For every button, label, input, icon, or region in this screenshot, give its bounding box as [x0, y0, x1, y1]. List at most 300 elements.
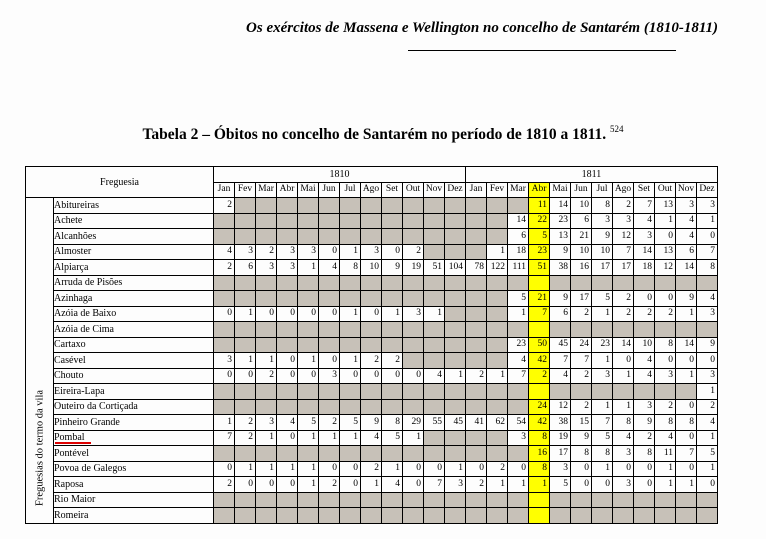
value-cell [487, 291, 508, 307]
value-cell: 2 [214, 260, 235, 276]
value-cell [256, 275, 277, 291]
value-cell: 2 [382, 353, 403, 369]
value-cell: 51 [424, 260, 445, 276]
value-cell [298, 198, 319, 214]
value-cell [277, 275, 298, 291]
value-cell [277, 198, 298, 214]
month-header: Set [634, 182, 655, 198]
month-header: Jan [214, 182, 235, 198]
table-title-text: Tabela 2 – Óbitos no concelho de Santarém no período de 1810 a 1811. [142, 126, 607, 143]
value-cell: 4 [613, 430, 634, 446]
value-cell: 0 [403, 461, 424, 477]
value-cell [424, 229, 445, 245]
month-header: Jun [319, 182, 340, 198]
value-cell [697, 492, 718, 508]
value-cell: 1 [403, 430, 424, 446]
value-cell: 1 [256, 461, 277, 477]
value-cell [340, 322, 361, 338]
table-row [26, 508, 718, 524]
value-cell [487, 508, 508, 524]
value-cell: 23 [592, 337, 613, 353]
parish-name: Eireira-Lapa [54, 384, 214, 400]
value-cell: 0 [277, 430, 298, 446]
value-cell: 38 [550, 260, 571, 276]
value-cell: 1 [613, 368, 634, 384]
value-cell: 0 [613, 461, 634, 477]
value-cell: 2 [487, 461, 508, 477]
value-cell: 3 [613, 213, 634, 229]
value-cell: 14 [613, 337, 634, 353]
value-cell [424, 198, 445, 214]
value-cell [466, 446, 487, 462]
value-cell [445, 492, 466, 508]
month-header: Mar [256, 182, 277, 198]
value-cell: 14 [508, 213, 529, 229]
month-header: Dez [697, 182, 718, 198]
month-header: Mar [508, 182, 529, 198]
value-cell [676, 508, 697, 524]
value-cell: 4 [424, 368, 445, 384]
value-cell: 3 [256, 260, 277, 276]
value-cell [340, 446, 361, 462]
value-cell: 0 [634, 291, 655, 307]
table-row [26, 477, 718, 493]
value-cell [403, 291, 424, 307]
table-row [26, 244, 718, 260]
value-cell: 1 [298, 430, 319, 446]
value-cell: 0 [361, 368, 382, 384]
value-cell [613, 384, 634, 400]
value-cell: 17 [613, 260, 634, 276]
value-cell [319, 213, 340, 229]
value-cell: 3 [613, 477, 634, 493]
table-row [26, 353, 718, 369]
value-cell [298, 337, 319, 353]
value-cell [361, 322, 382, 338]
value-cell [256, 492, 277, 508]
value-cell [529, 492, 550, 508]
value-cell [256, 508, 277, 524]
table-row [26, 260, 718, 276]
value-cell: 18 [508, 244, 529, 260]
table-row [26, 275, 718, 291]
value-cell: 0 [256, 306, 277, 322]
value-cell: 5 [298, 415, 319, 431]
value-cell: 1 [676, 306, 697, 322]
value-cell [550, 492, 571, 508]
freguesia-header: Freguesia [26, 167, 214, 198]
value-cell: 1 [298, 477, 319, 493]
value-cell [256, 446, 277, 462]
value-cell: 50 [529, 337, 550, 353]
value-cell [676, 275, 697, 291]
value-cell: 3 [592, 368, 613, 384]
value-cell: 12 [613, 229, 634, 245]
value-cell: 1 [487, 477, 508, 493]
parish-name: Outeiro da Cortiçada [54, 399, 214, 415]
value-cell: 0 [214, 461, 235, 477]
value-cell: 0 [256, 477, 277, 493]
group-label: Freguesias do termo da vila [34, 389, 45, 506]
value-cell: 5 [592, 430, 613, 446]
value-cell: 3 [697, 198, 718, 214]
value-cell [466, 384, 487, 400]
value-cell: 23 [529, 244, 550, 260]
value-cell [298, 322, 319, 338]
value-cell [277, 446, 298, 462]
value-cell: 2 [571, 368, 592, 384]
value-cell: 29 [403, 415, 424, 431]
value-cell [508, 275, 529, 291]
value-cell: 3 [277, 244, 298, 260]
table-row [26, 198, 718, 214]
value-cell [529, 384, 550, 400]
value-cell: 0 [340, 461, 361, 477]
value-cell [235, 229, 256, 245]
value-cell: 17 [571, 291, 592, 307]
month-header: Mai [550, 182, 571, 198]
value-cell [424, 244, 445, 260]
value-cell [550, 275, 571, 291]
value-cell [445, 291, 466, 307]
value-cell: 4 [634, 353, 655, 369]
month-header: Jul [592, 182, 613, 198]
value-cell: 8 [634, 446, 655, 462]
value-cell: 4 [214, 244, 235, 260]
value-cell [319, 337, 340, 353]
value-cell [361, 446, 382, 462]
value-cell: 10 [361, 260, 382, 276]
value-cell [697, 508, 718, 524]
value-cell [466, 229, 487, 245]
value-cell: 1 [697, 430, 718, 446]
value-cell [508, 399, 529, 415]
value-cell: 0 [676, 430, 697, 446]
value-cell [424, 508, 445, 524]
value-cell: 0 [403, 368, 424, 384]
value-cell: 0 [655, 291, 676, 307]
value-cell: 1 [697, 461, 718, 477]
value-cell: 0 [277, 477, 298, 493]
value-cell [508, 322, 529, 338]
value-cell [466, 306, 487, 322]
value-cell [214, 384, 235, 400]
value-cell: 1 [592, 461, 613, 477]
value-cell [529, 322, 550, 338]
table-title-footnote: 524 [609, 124, 624, 134]
value-cell [571, 508, 592, 524]
parish-name: Romeira [54, 508, 214, 524]
value-cell [298, 213, 319, 229]
value-cell: 0 [592, 477, 613, 493]
value-cell [214, 291, 235, 307]
value-cell: 1 [655, 477, 676, 493]
value-cell: 3 [256, 415, 277, 431]
value-cell [592, 322, 613, 338]
value-cell [424, 399, 445, 415]
value-cell [424, 337, 445, 353]
value-cell [697, 322, 718, 338]
value-cell [235, 337, 256, 353]
value-cell: 6 [235, 260, 256, 276]
value-cell: 7 [214, 430, 235, 446]
value-cell [634, 492, 655, 508]
value-cell [466, 430, 487, 446]
value-cell: 1 [487, 368, 508, 384]
value-cell: 10 [571, 244, 592, 260]
parish-name: Alcanhões [54, 229, 214, 245]
value-cell: 24 [529, 399, 550, 415]
value-cell: 9 [676, 291, 697, 307]
year-header-1810: 1810 [214, 167, 466, 183]
value-cell: 0 [634, 477, 655, 493]
table-row [26, 306, 718, 322]
table-row [26, 337, 718, 353]
value-cell [382, 213, 403, 229]
value-cell: 2 [634, 306, 655, 322]
value-cell: 6 [550, 306, 571, 322]
value-cell [403, 508, 424, 524]
value-cell: 4 [676, 213, 697, 229]
value-cell [466, 198, 487, 214]
value-cell: 21 [571, 229, 592, 245]
value-cell [466, 244, 487, 260]
value-cell: 0 [361, 306, 382, 322]
document-header-title: Os exércitos de Massena e Wellington no concelho de Santarém (1810-1811) [246, 20, 718, 36]
value-cell [613, 275, 634, 291]
value-cell: 7 [529, 306, 550, 322]
value-cell [655, 508, 676, 524]
value-cell [340, 492, 361, 508]
value-cell: 0 [697, 353, 718, 369]
value-cell: 4 [550, 368, 571, 384]
value-cell [235, 446, 256, 462]
value-cell [214, 337, 235, 353]
value-cell: 3 [319, 368, 340, 384]
value-cell: 0 [214, 306, 235, 322]
value-cell: 2 [697, 399, 718, 415]
value-cell: 0 [676, 353, 697, 369]
value-cell: 1 [340, 244, 361, 260]
year-header-1811: 1811 [466, 167, 718, 183]
value-cell [298, 492, 319, 508]
value-cell [487, 275, 508, 291]
value-cell [340, 213, 361, 229]
value-cell [235, 384, 256, 400]
value-cell [298, 399, 319, 415]
value-cell [466, 337, 487, 353]
value-cell [403, 399, 424, 415]
value-cell [403, 198, 424, 214]
value-cell: 0 [424, 461, 445, 477]
value-cell: 4 [319, 260, 340, 276]
value-cell: 12 [550, 399, 571, 415]
value-cell [592, 508, 613, 524]
value-cell: 7 [613, 244, 634, 260]
value-cell: 3 [277, 260, 298, 276]
value-cell [403, 353, 424, 369]
value-cell [424, 492, 445, 508]
value-cell: 10 [592, 244, 613, 260]
value-cell [424, 446, 445, 462]
value-cell [655, 492, 676, 508]
parish-name: Pontével [54, 446, 214, 462]
value-cell: 51 [529, 260, 550, 276]
value-cell: 0 [382, 368, 403, 384]
value-cell [361, 337, 382, 353]
value-cell: 78 [466, 260, 487, 276]
value-cell [550, 508, 571, 524]
value-cell [487, 322, 508, 338]
value-cell [235, 322, 256, 338]
table-row [26, 492, 718, 508]
table-row [26, 399, 718, 415]
value-cell: 8 [655, 415, 676, 431]
month-header: Nov [424, 182, 445, 198]
value-cell: 14 [550, 198, 571, 214]
value-cell: 14 [634, 244, 655, 260]
value-cell: 9 [571, 430, 592, 446]
value-cell [298, 446, 319, 462]
parish-name: Casével [54, 353, 214, 369]
value-cell: 104 [445, 260, 466, 276]
value-cell: 1 [256, 353, 277, 369]
value-cell [382, 446, 403, 462]
value-cell: 1 [445, 461, 466, 477]
parish-name: Pombal [54, 430, 214, 446]
value-cell [445, 353, 466, 369]
value-cell [466, 353, 487, 369]
value-cell: 1 [487, 244, 508, 260]
value-cell [319, 322, 340, 338]
parish-name: Azóia de Cima [54, 322, 214, 338]
value-cell: 2 [214, 198, 235, 214]
value-cell: 1 [361, 477, 382, 493]
value-cell: 2 [529, 368, 550, 384]
value-cell [550, 322, 571, 338]
value-cell: 1 [298, 260, 319, 276]
value-cell [256, 229, 277, 245]
value-cell: 1 [298, 461, 319, 477]
value-cell: 7 [424, 477, 445, 493]
value-cell: 13 [655, 244, 676, 260]
value-cell: 11 [529, 198, 550, 214]
value-cell [508, 508, 529, 524]
value-cell: 21 [529, 291, 550, 307]
value-cell [466, 291, 487, 307]
value-cell: 9 [550, 244, 571, 260]
value-cell [319, 508, 340, 524]
value-cell [361, 508, 382, 524]
value-cell [382, 384, 403, 400]
value-cell [382, 492, 403, 508]
value-cell [319, 492, 340, 508]
value-cell: 19 [403, 260, 424, 276]
value-cell [592, 492, 613, 508]
value-cell: 8 [592, 446, 613, 462]
value-cell [676, 492, 697, 508]
value-cell [214, 508, 235, 524]
value-cell [424, 213, 445, 229]
value-cell [382, 399, 403, 415]
value-cell: 8 [529, 461, 550, 477]
value-cell [445, 446, 466, 462]
value-cell: 0 [676, 461, 697, 477]
month-header: Fev [487, 182, 508, 198]
value-cell: 9 [697, 337, 718, 353]
parish-name: Povoa de Galegos [54, 461, 214, 477]
value-cell [256, 291, 277, 307]
value-cell [613, 322, 634, 338]
value-cell: 1 [592, 353, 613, 369]
value-cell: 1 [676, 368, 697, 384]
value-cell: 13 [655, 198, 676, 214]
value-cell [361, 399, 382, 415]
table-row [26, 415, 718, 431]
value-cell: 1 [445, 368, 466, 384]
value-cell: 10 [571, 198, 592, 214]
value-cell: 7 [592, 415, 613, 431]
value-cell [445, 244, 466, 260]
value-cell [676, 322, 697, 338]
value-cell: 3 [697, 368, 718, 384]
value-cell: 2 [235, 430, 256, 446]
value-cell: 42 [529, 415, 550, 431]
value-cell [403, 492, 424, 508]
value-cell [445, 306, 466, 322]
value-cell [214, 322, 235, 338]
month-header: Abr [277, 182, 298, 198]
value-cell [298, 508, 319, 524]
value-cell: 5 [382, 430, 403, 446]
value-cell: 2 [256, 368, 277, 384]
value-cell: 0 [571, 477, 592, 493]
value-cell [550, 384, 571, 400]
value-cell [487, 446, 508, 462]
value-cell: 0 [277, 368, 298, 384]
value-cell: 4 [634, 213, 655, 229]
value-cell: 5 [592, 291, 613, 307]
value-cell [529, 275, 550, 291]
value-cell: 1 [655, 461, 676, 477]
value-cell: 3 [634, 399, 655, 415]
value-cell [340, 275, 361, 291]
value-cell: 1 [214, 415, 235, 431]
value-cell [613, 492, 634, 508]
value-cell: 2 [571, 306, 592, 322]
value-cell [466, 322, 487, 338]
value-cell [340, 384, 361, 400]
value-cell [424, 353, 445, 369]
value-cell: 13 [550, 229, 571, 245]
table-row [26, 229, 718, 245]
value-cell: 2 [466, 477, 487, 493]
value-cell: 7 [571, 353, 592, 369]
value-cell [655, 322, 676, 338]
value-cell: 0 [340, 477, 361, 493]
value-cell [445, 337, 466, 353]
value-cell: 5 [340, 415, 361, 431]
value-cell [340, 337, 361, 353]
value-cell: 14 [676, 260, 697, 276]
value-cell [487, 213, 508, 229]
value-cell [298, 384, 319, 400]
value-cell [277, 399, 298, 415]
value-cell: 0 [235, 477, 256, 493]
value-cell [277, 213, 298, 229]
value-cell [340, 399, 361, 415]
value-cell: 5 [550, 477, 571, 493]
